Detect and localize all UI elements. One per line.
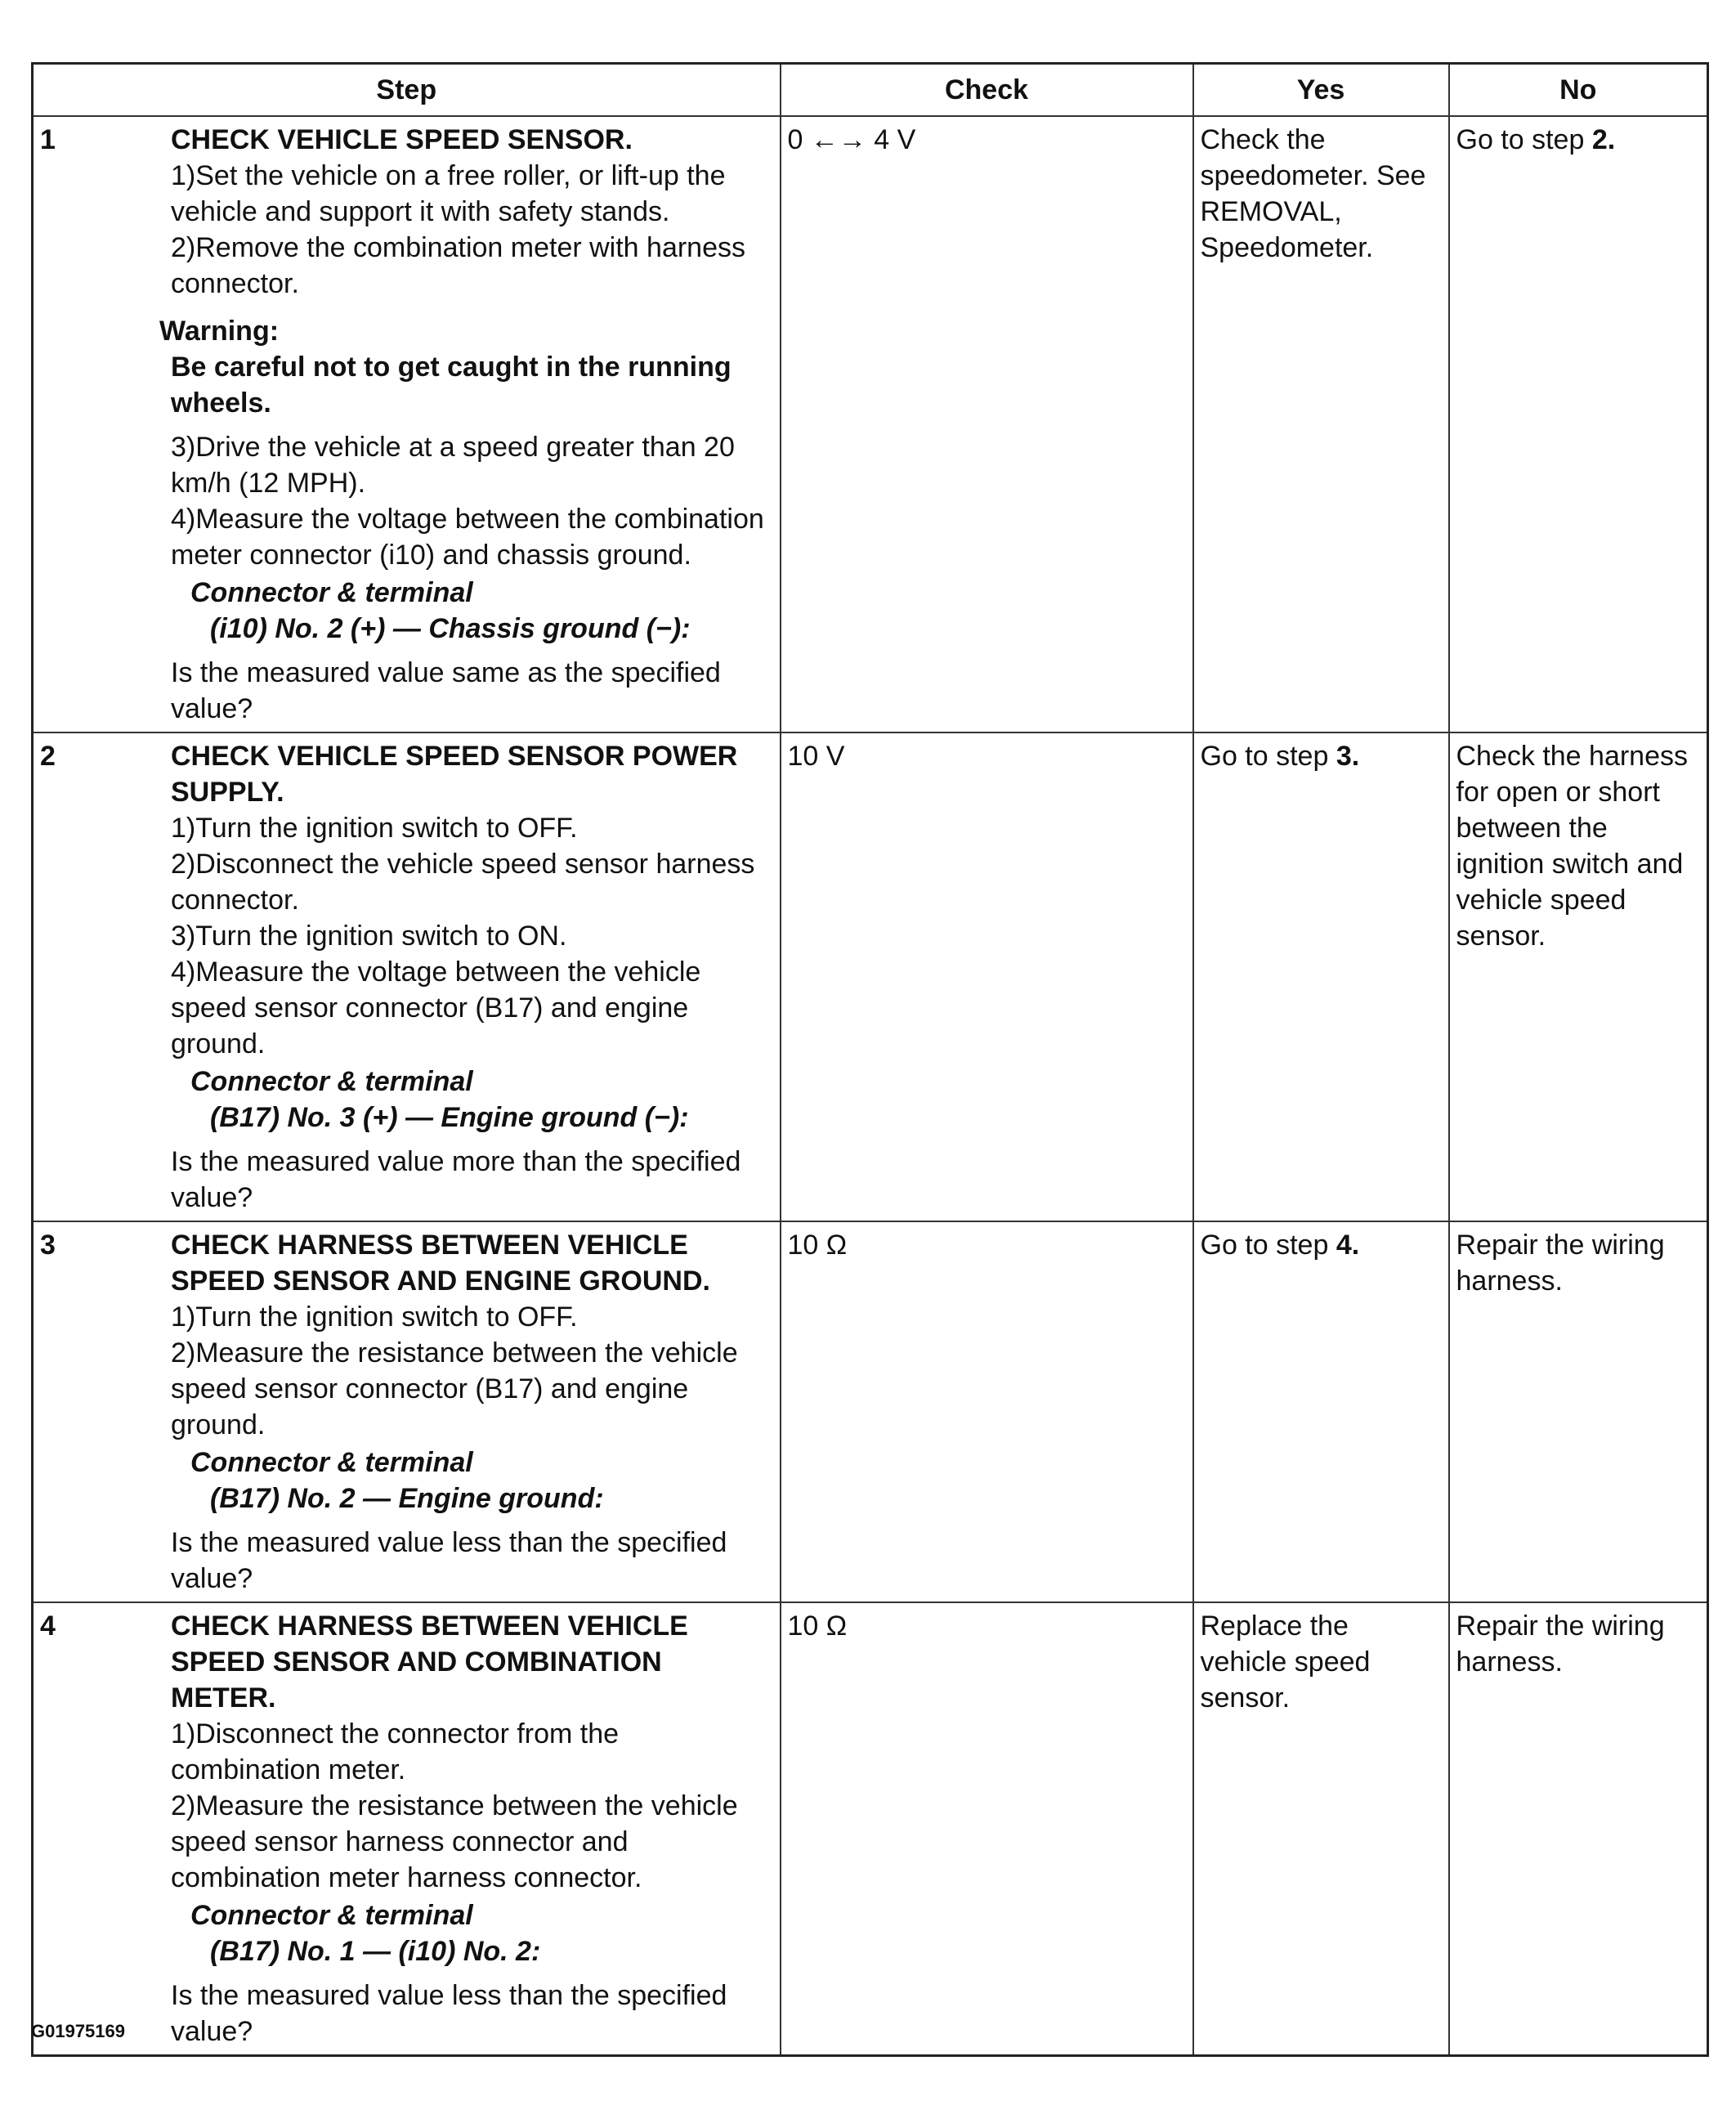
header-row [33, 64, 1708, 117]
yes-text: Go to step [1200, 741, 1336, 772]
yes-text: Go to step [1200, 1230, 1336, 1261]
connector-terminal-label: Connector & terminal [190, 1447, 473, 1478]
connector-terminal-label: Connector & terminal [190, 1900, 473, 1931]
connector-terminal-value: (B17) No. 3 (+) — Engine ground (−): [210, 1102, 689, 1133]
no-cell: Repair the wiring harness. [1449, 1602, 1708, 2056]
check-cell: 10 Ω [781, 1221, 1193, 1602]
step-cell [33, 116, 781, 732]
connector-terminal-label: Connector & terminal [190, 1066, 473, 1097]
step-instruction: 2)Remove the combination meter with harness connector. [171, 232, 745, 299]
connector-terminal-label: Connector & terminal [190, 577, 473, 608]
step-instruction: 1)Set the vehicle on a free roller, or lift-up the vehicle and support it with safety stands. [171, 160, 726, 227]
step-question: Is the measured value more than the specified value? [171, 1146, 741, 1213]
step-instruction: 2)Measure the resistance between the vehicle speed sensor connector (B17) and engine ground. [171, 1337, 738, 1440]
diagnostic-table [31, 62, 1709, 2057]
yes-cell [1193, 732, 1449, 1221]
yes-step-ref: 4 [1336, 1230, 1352, 1261]
step-instruction: 1)Disconnect the connector from the combination meter. [171, 1718, 620, 1785]
header-check: Check [781, 64, 1193, 117]
step-instruction: 3)Drive the vehicle at a speed greater than 20 km/h (12 MPH). [171, 432, 735, 499]
step-question: Is the measured value same as the specified value? [171, 657, 721, 724]
no-step-ref: 2 [1591, 124, 1608, 155]
step-title: CHECK HARNESS BETWEEN VEHICLE SPEED SENSOR AND ENGINE GROUND. [171, 1230, 710, 1297]
yes-cell: Replace the vehicle speed sensor. [1193, 1602, 1449, 2056]
no-cell [1449, 116, 1708, 732]
header-no: No [1449, 64, 1708, 117]
step-number: 2 [40, 741, 56, 772]
step-title: CHECK VEHICLE SPEED SENSOR POWER SUPPLY. [171, 741, 738, 808]
no-cell: Repair the wiring harness. [1449, 1221, 1708, 1602]
yes-step-suffix: . [1351, 1230, 1360, 1261]
table-row [33, 1221, 1708, 1602]
warning-label: Warning: [159, 316, 280, 347]
connector-terminal-value: (B17) No. 1 — (i10) No. 2: [210, 1936, 541, 1967]
header-yes: Yes [1193, 64, 1449, 117]
no-text: Go to step [1456, 124, 1592, 155]
check-cell: 0 ←→ 4 V [781, 116, 1193, 732]
step-title: CHECK HARNESS BETWEEN VEHICLE SPEED SENSOR AND COMBINATION METER. [171, 1610, 688, 1714]
step-instruction: 4)Measure the voltage between the vehicle speed sensor connector (B17) and engine ground. [171, 956, 701, 1059]
connector-terminal-value: (i10) No. 2 (+) — Chassis ground (−): [210, 613, 691, 644]
step-number: 3 [40, 1230, 56, 1261]
step-cell [33, 1602, 781, 2056]
yes-cell [1193, 1221, 1449, 1602]
step-cell [33, 1221, 781, 1602]
step-instruction: 2)Disconnect the vehicle speed sensor harness connector. [171, 849, 755, 916]
step-question: Is the measured value less than the specified value? [171, 1980, 727, 2047]
yes-step-suffix: . [1351, 741, 1360, 772]
yes-step-ref: 3 [1336, 741, 1352, 772]
header-step: Step [33, 64, 781, 117]
step-number: 1 [40, 124, 56, 155]
step-instruction: 3)Turn the ignition switch to ON. [171, 921, 567, 952]
check-cell: 10 Ω [781, 1602, 1193, 2056]
step-title: CHECK VEHICLE SPEED SENSOR. [171, 124, 633, 155]
figure-code: G01975169 [31, 2021, 125, 2041]
no-step-suffix: . [1607, 124, 1616, 155]
connector-terminal-value: (B17) No. 2 — Engine ground: [210, 1483, 604, 1514]
yes-cell: Check the speedometer. See REMOVAL, Speedometer. [1193, 116, 1449, 732]
step-number: 4 [40, 1610, 56, 1642]
table-row [33, 732, 1708, 1221]
step-question: Is the measured value less than the specified value? [171, 1527, 727, 1594]
step-instruction: 1)Turn the ignition switch to OFF. [171, 813, 578, 844]
step-instruction: 2)Measure the resistance between the vehicle speed sensor harness connector and combination meter harness connector. [171, 1790, 738, 1893]
step-instruction: 4)Measure the voltage between the combination meter connector (i10) and chassis ground. [171, 504, 764, 571]
check-cell: 10 V [781, 732, 1193, 1221]
step-instruction: 1)Turn the ignition switch to OFF. [171, 1301, 578, 1333]
table-row [33, 116, 1708, 732]
table-row [33, 1602, 1708, 2056]
no-cell: Check the harness for open or short between the ignition switch and vehicle speed sensor. [1449, 732, 1708, 1221]
step-cell [33, 732, 781, 1221]
warning-text: Be careful not to get caught in the running wheels. [171, 352, 732, 419]
